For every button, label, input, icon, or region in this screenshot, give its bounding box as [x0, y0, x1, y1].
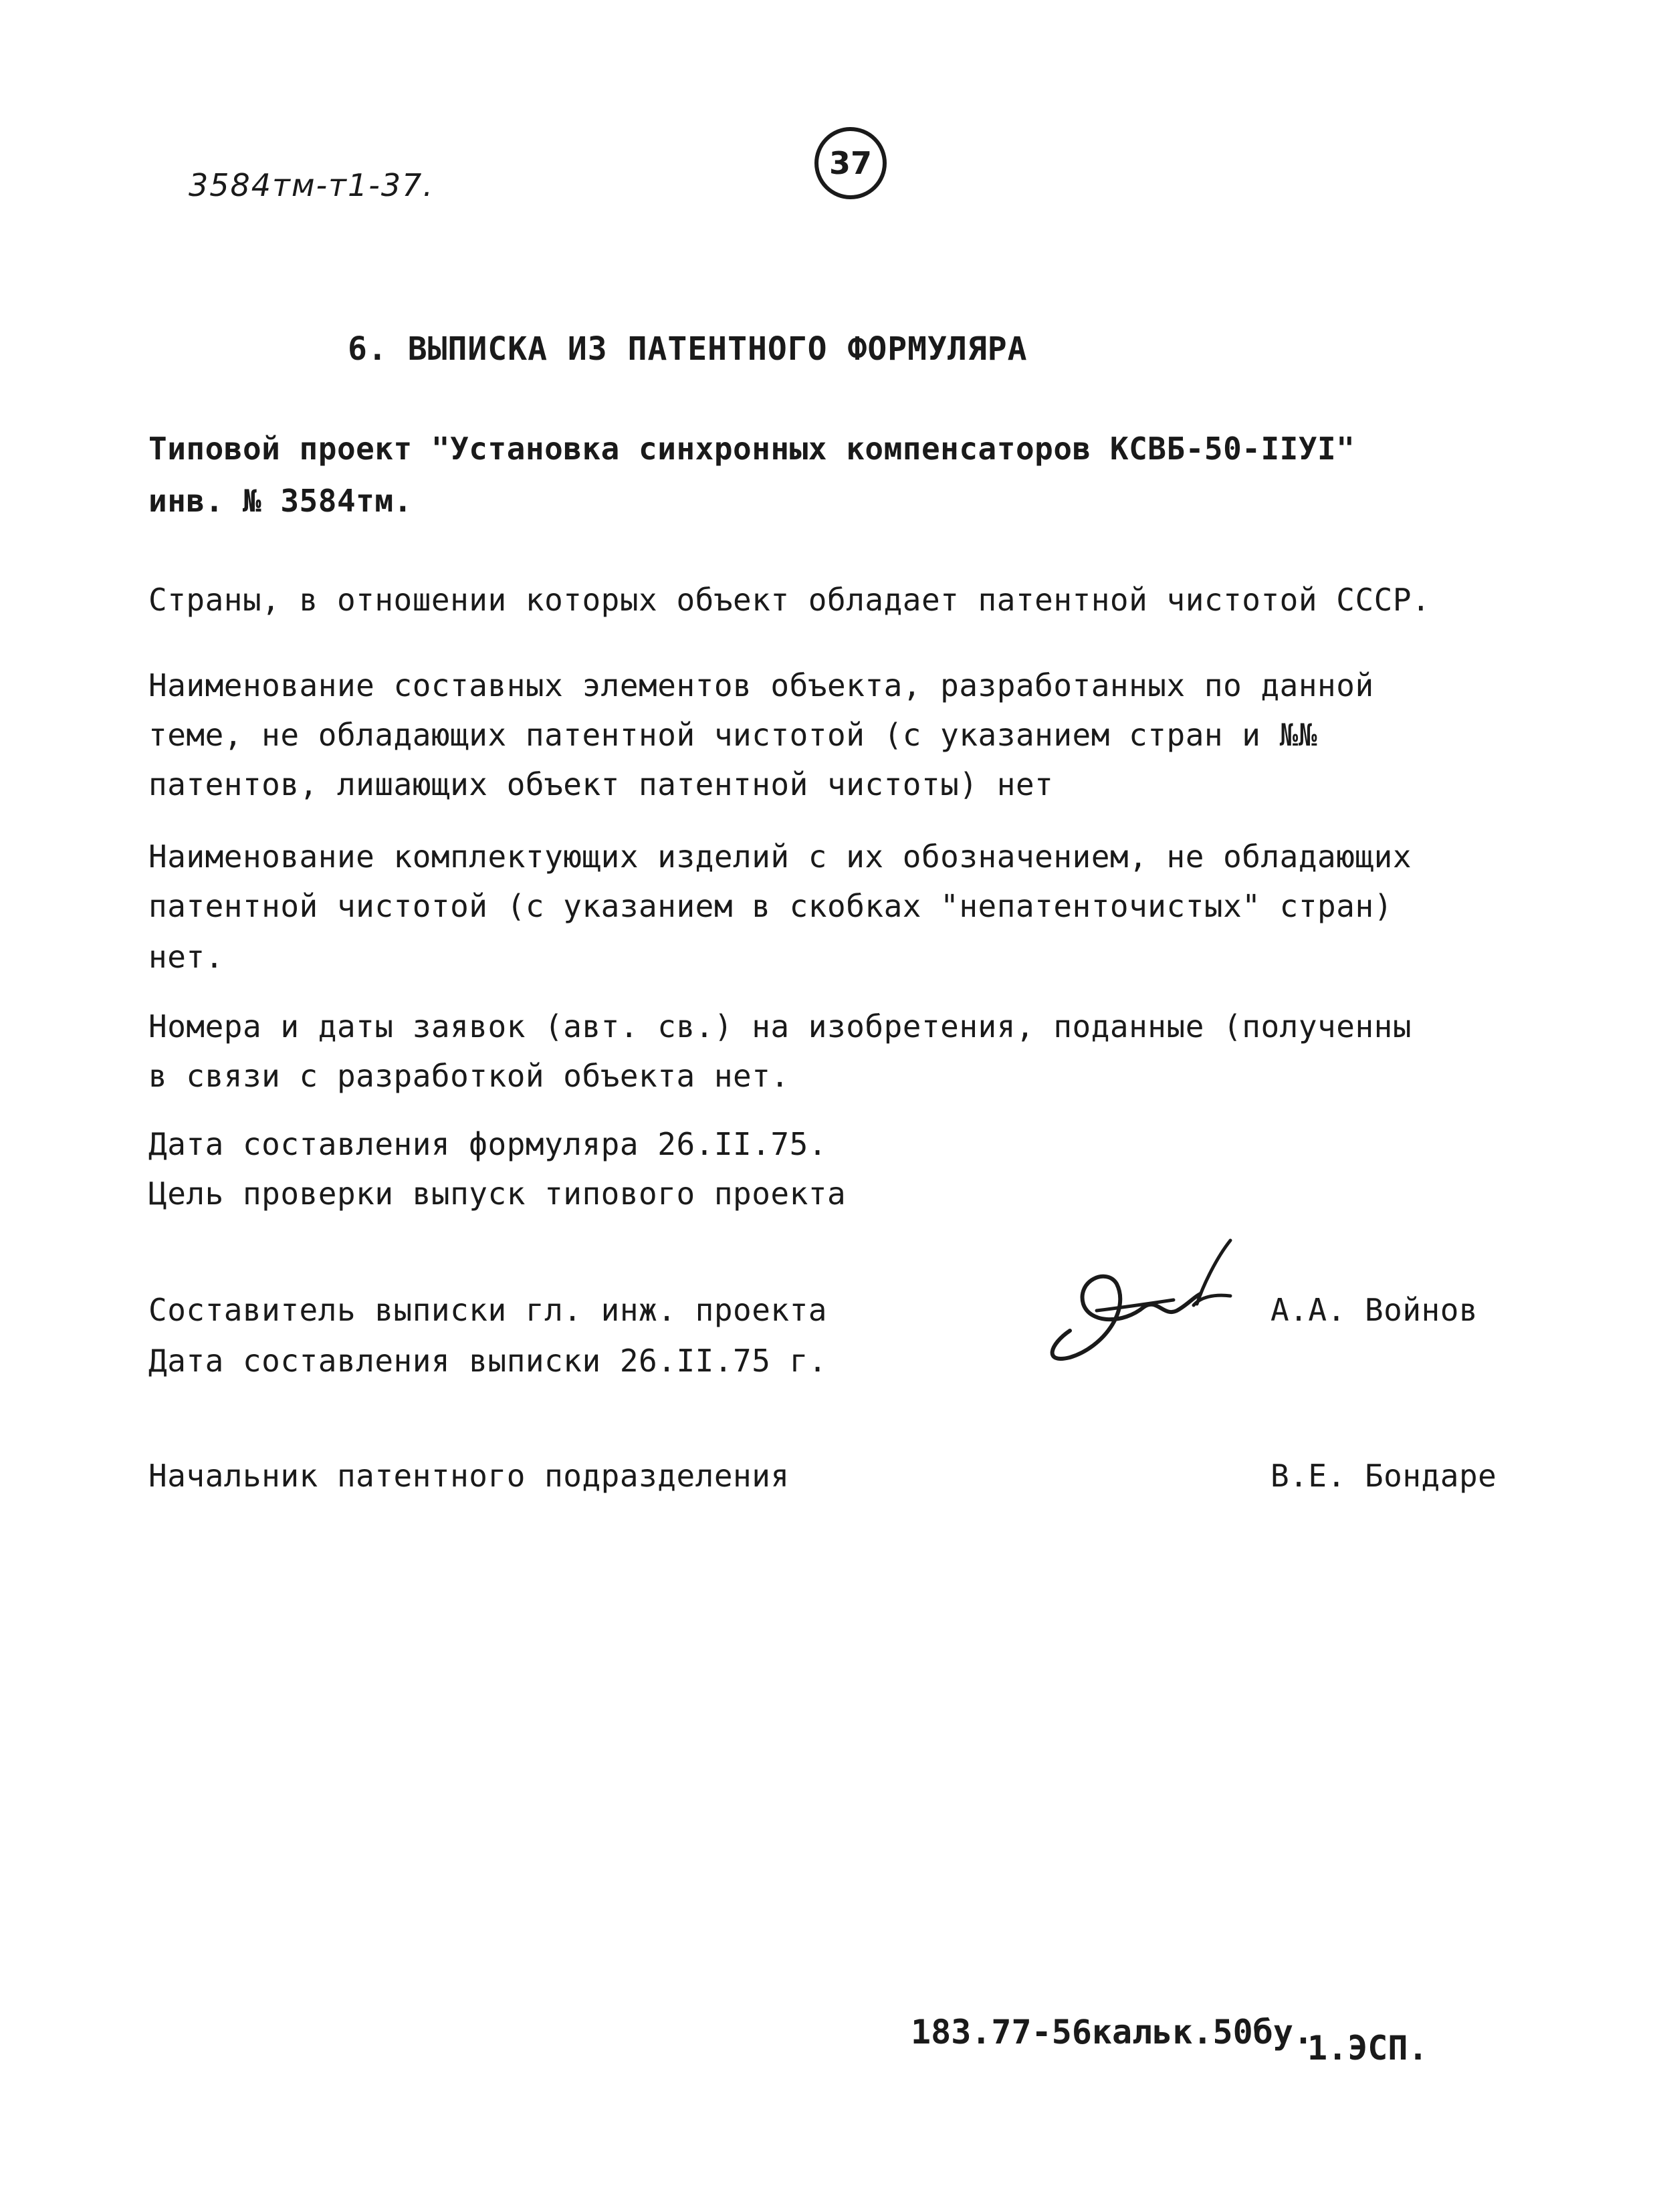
signature-image	[1030, 1230, 1257, 1377]
check-purpose: Цель проверки выпуск типового проекта	[148, 1176, 847, 1212]
compiler-line-1: Составитель выписки гл. инж. проекта	[148, 1292, 827, 1328]
elements-line-2: теме, не обладающих патентной чистотой (с указанием стран и №№	[148, 717, 1318, 753]
compiler-line-2: Дата составления выписки 26.II.75 г.	[148, 1343, 827, 1379]
applications-line-2: в связи с разработкой объекта нет.	[148, 1058, 790, 1094]
page-number: 37	[828, 145, 872, 181]
compiler-name: А.А. Войнов	[1270, 1292, 1478, 1328]
applications-line-1: Номера и даты заявок (авт. св.) на изобретения, поданные (полученны	[148, 1008, 1412, 1044]
section-title: 6. ВЫПИСКА ИЗ ПАТЕНТНОГО ФОРМУЛЯРА	[348, 330, 1028, 368]
handwritten-document-code: 3584тм-т1-37.	[189, 167, 434, 203]
components-line-1: Наименование комплектующих изделий с их обозначением, не обладающих	[148, 839, 1412, 875]
components-line-3: нет.	[148, 939, 224, 975]
elements-line-1: Наименование составных элементов объекта, разработанных по данной	[148, 667, 1374, 703]
footer-print-suffix: 1.ЭСП.	[1307, 2029, 1428, 2068]
countries-paragraph: Страны, в отношении которых объект обладает патентной чистотой СССР.	[148, 582, 1431, 618]
head-label: Начальник патентного подразделения	[148, 1458, 790, 1494]
project-line-2: инв. № 3584тм.	[148, 483, 413, 519]
footer-print-code: 183.77-56кальк.50бу.	[911, 2013, 1314, 2052]
head-name: В.Е. Бондаре	[1270, 1458, 1497, 1494]
formular-date: Дата составления формуляра 26.II.75.	[148, 1126, 827, 1162]
project-line-1: Типовой проект "Установка синхронных компенсаторов КСВБ-50-IIУI"	[148, 431, 1355, 467]
page-number-circle	[814, 127, 887, 199]
components-line-2: патентной чистотой (с указанием в скобках "непатенточистых" стран)	[148, 888, 1393, 924]
elements-line-3: патентов, лишающих объект патентной чистоты) нет	[148, 766, 1054, 802]
